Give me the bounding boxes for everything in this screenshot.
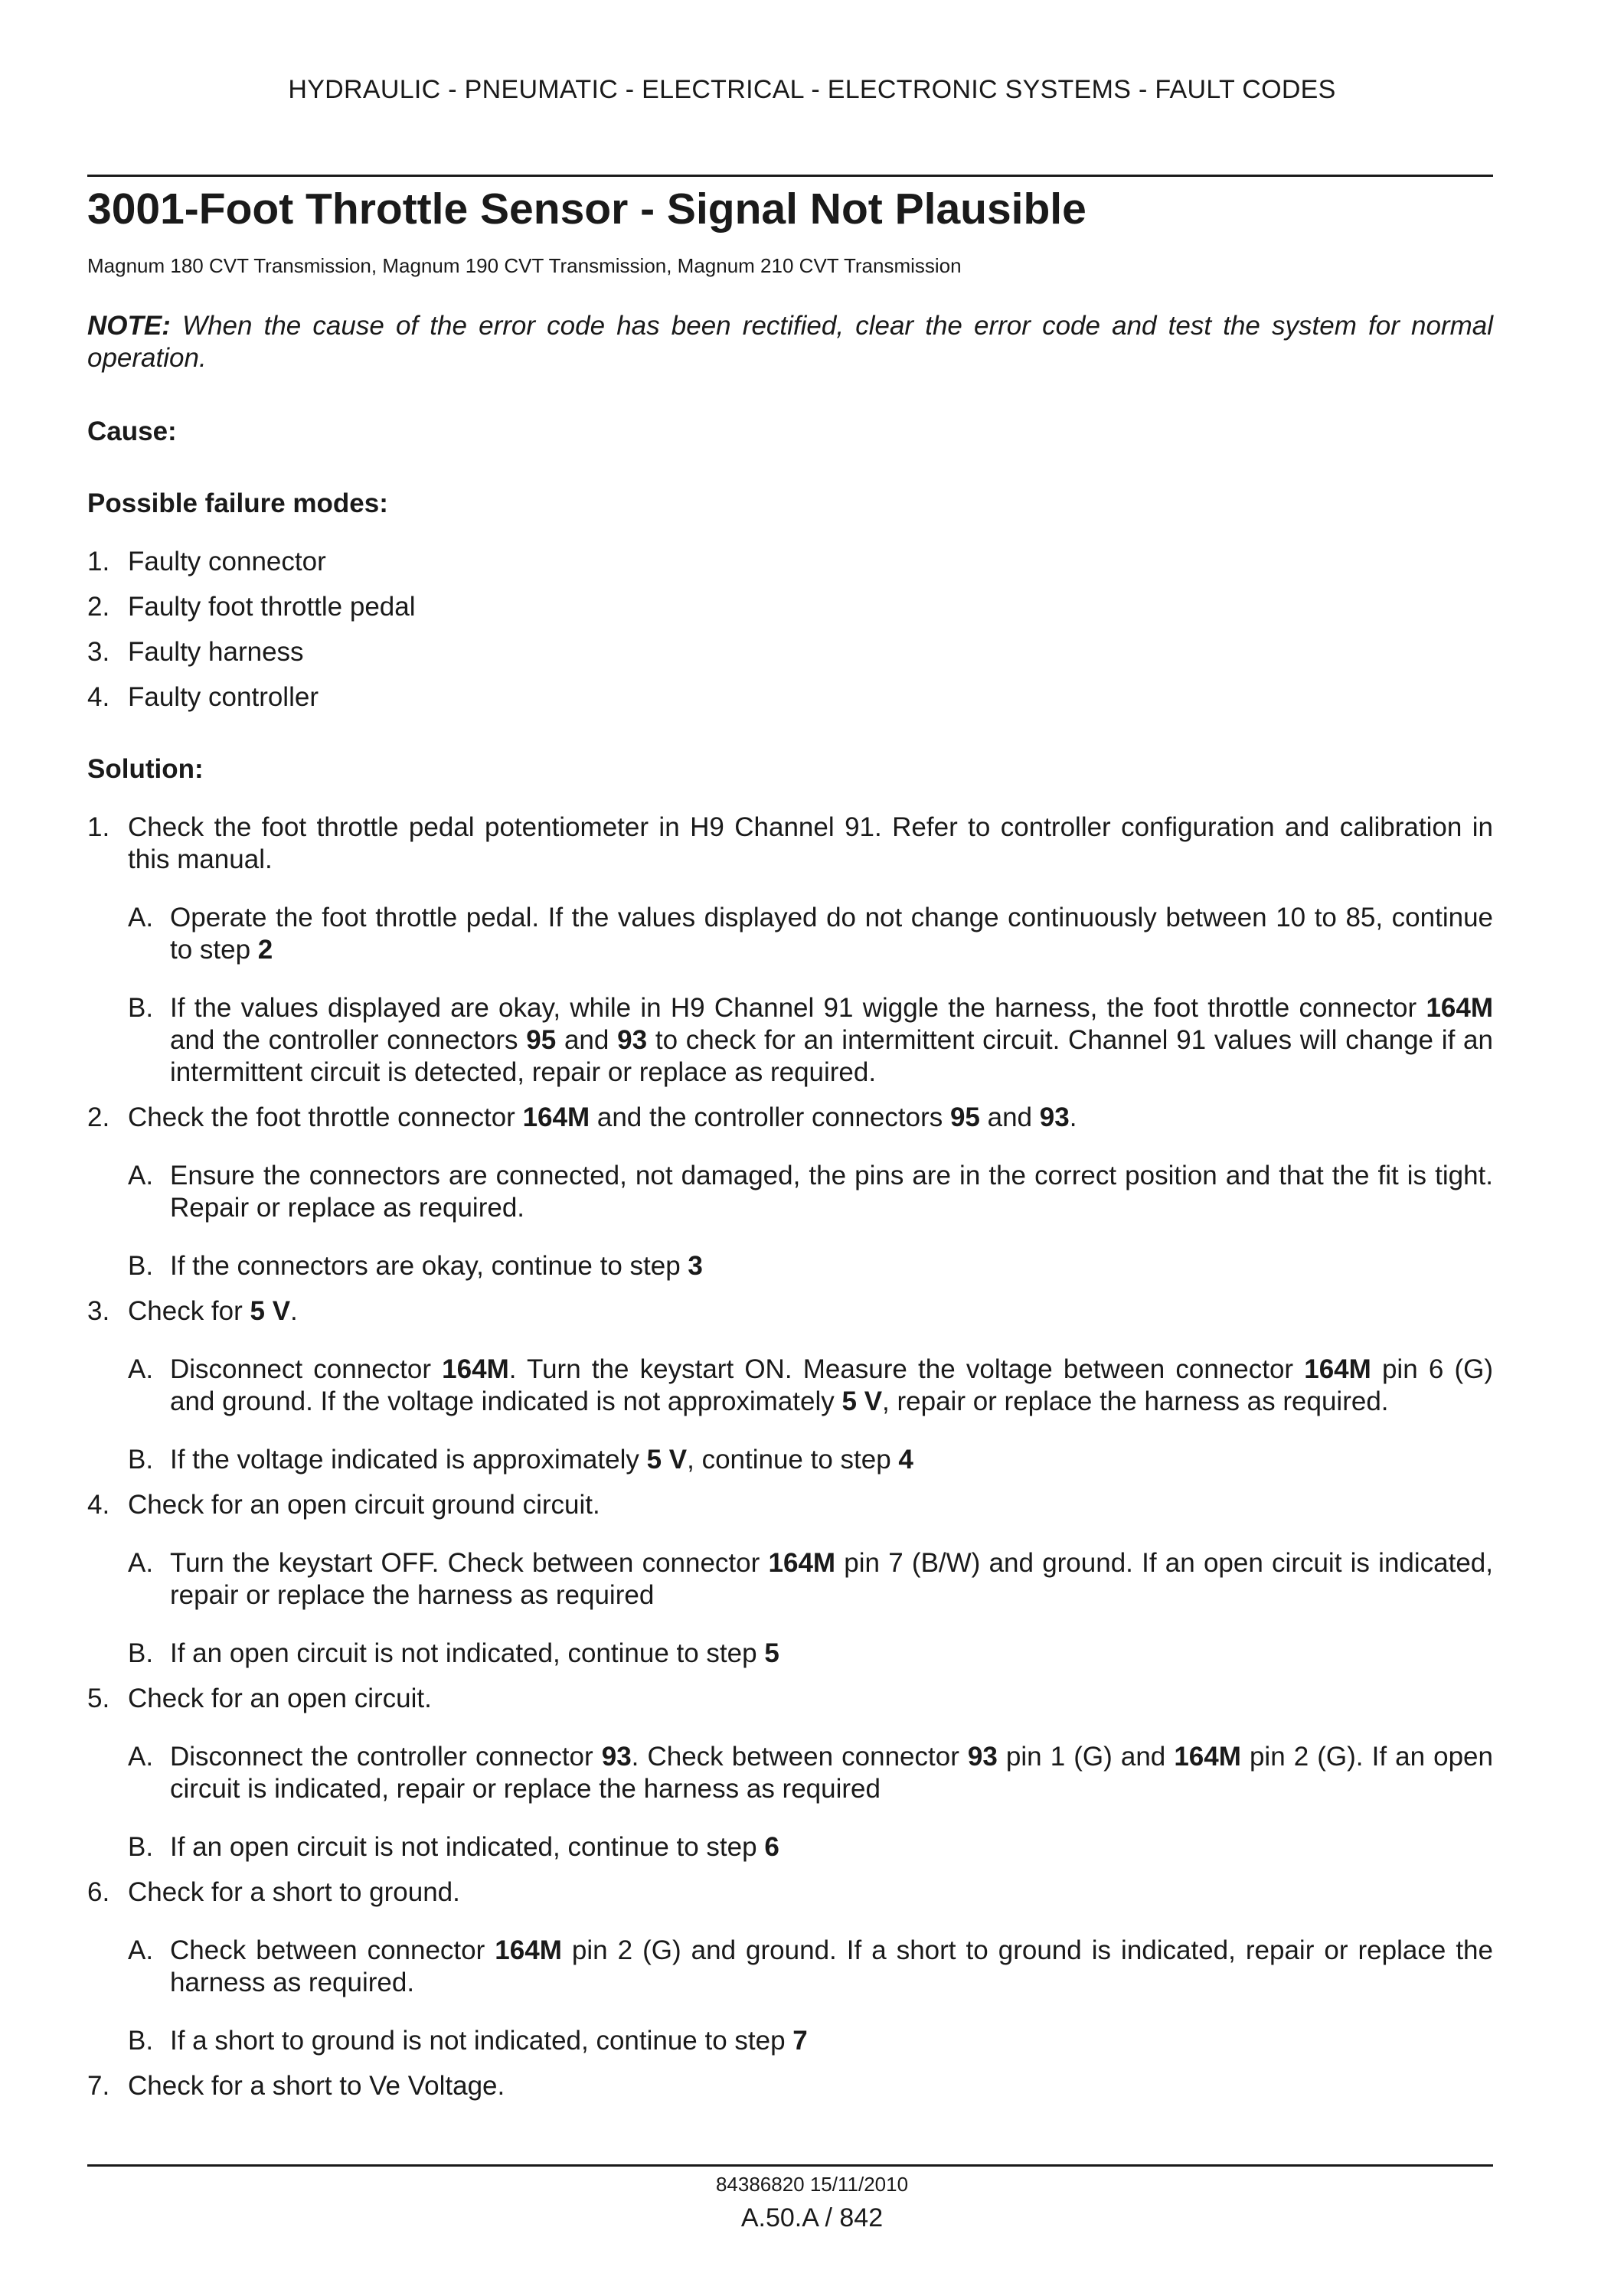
- bold-term: 2: [257, 935, 273, 965]
- bold-term: 3: [688, 1251, 703, 1281]
- bold-term: 5 V: [841, 1386, 883, 1416]
- note-paragraph: [87, 310, 1493, 374]
- step-text: [128, 2070, 1493, 2102]
- failure-mode-text: Faulty foot throttle pedal: [128, 592, 416, 622]
- sub-step-list: [128, 1741, 1493, 1863]
- step-number: 7.: [87, 2071, 110, 2101]
- text-run: to check for an intermittent circuit. Channel 91 values will change if an intermittent circuit is detected, repair or replace as required.: [170, 1025, 1493, 1087]
- sub-step-letter: A.: [128, 1742, 154, 1772]
- step-number: 3.: [87, 1296, 110, 1326]
- text-run: , repair or replace the harness as required.: [882, 1386, 1389, 1416]
- bold-term: 6: [764, 1832, 779, 1862]
- failure-mode-item: [87, 591, 1493, 623]
- solution-step: [87, 2070, 1493, 2102]
- bold-term: 164M: [768, 1548, 836, 1578]
- text-run: and the controller connectors: [170, 1025, 527, 1055]
- text-run: If the connectors are okay, continue to step: [170, 1251, 688, 1281]
- text-run: Check the foot throttle pedal potentiometer in H9 Channel 91. Refer to controller configuration and calibration in this manual.: [128, 812, 1493, 874]
- sub-step: [128, 2025, 1493, 2057]
- note-label: NOTE:: [87, 311, 171, 341]
- sub-step-text: [170, 1742, 1493, 1804]
- text-run: Check for: [128, 1296, 250, 1326]
- bold-term: 164M: [495, 1935, 562, 1965]
- text-run: Check for a short to ground.: [128, 1877, 460, 1907]
- sub-step-text: [170, 2026, 808, 2056]
- sub-step-text: [170, 1832, 779, 1862]
- text-run: Ensure the connectors are connected, not damaged, the pins are in the correct position and that the fit is tight. Repair or replace as required.: [170, 1161, 1493, 1223]
- sub-step-letter: B.: [128, 1638, 154, 1668]
- sub-step-letter: B.: [128, 2026, 154, 2056]
- sub-step-letter: A.: [128, 1354, 154, 1384]
- sub-step: [128, 1547, 1493, 1612]
- text-run: and the controller connectors: [590, 1102, 950, 1132]
- sub-step-letter: A.: [128, 1935, 154, 1965]
- text-run: pin 2 (G). If an open circuit is indicated, repair or replace the harness as required: [170, 1742, 1493, 1804]
- text-run: Disconnect the controller connector: [170, 1742, 602, 1772]
- sub-step: [128, 902, 1493, 966]
- sub-step-text: [170, 1935, 1493, 1997]
- running-head: HYDRAULIC - PNEUMATIC - ELECTRICAL - ELECTRONIC SYSTEMS - FAULT CODES: [288, 75, 1336, 104]
- sub-step-text: [170, 1445, 913, 1475]
- solution-step: [87, 1102, 1493, 1282]
- sub-step-text: [170, 993, 1493, 1087]
- text-run: and: [556, 1025, 618, 1055]
- solution-step: [87, 1683, 1493, 1863]
- text-run: Check the foot throttle connector: [128, 1102, 523, 1132]
- step-number: 4.: [87, 1490, 110, 1520]
- bold-term: 95: [526, 1025, 557, 1055]
- footer-page-number: A.50.A / 842: [740, 2203, 884, 2232]
- bold-term: 93: [967, 1742, 998, 1772]
- text-run: pin 1 (G) and: [997, 1742, 1175, 1772]
- failure-mode-item: [87, 546, 1493, 578]
- model-applicability: Magnum 180 CVT Transmission, Magnum 190 CVT Transmission, Magnum 210 CVT Transmission: [87, 254, 962, 277]
- text-run: Operate the foot throttle pedal. If the values displayed do not change continuously between 10 to 85, continue to step: [170, 903, 1493, 965]
- header-rule: [87, 175, 1493, 177]
- bold-term: 5: [764, 1638, 779, 1668]
- list-number: 3.: [87, 637, 110, 667]
- bold-term: 5 V: [250, 1296, 291, 1326]
- text-run: Disconnect connector: [170, 1354, 443, 1384]
- sub-step: [128, 1741, 1493, 1805]
- sub-step-letter: B.: [128, 993, 154, 1023]
- step-text: [128, 1876, 1493, 1909]
- list-number: 2.: [87, 592, 110, 622]
- list-number: 4.: [87, 682, 110, 712]
- sub-step: [128, 1935, 1493, 1999]
- sub-step-text: [170, 1251, 703, 1281]
- solution-step: [87, 1876, 1493, 2057]
- failure-mode-text: Faulty harness: [128, 637, 304, 667]
- text-run: pin 7 (B/W) and ground. If an open circuit is indicated, repair or replace the harness as required: [170, 1548, 1493, 1610]
- step-text: [128, 812, 1493, 876]
- bold-term: 93: [601, 1742, 632, 1772]
- failure-mode-text: Faulty connector: [128, 547, 326, 576]
- sub-step-list: [128, 1354, 1493, 1476]
- cause-heading: Cause:: [87, 416, 177, 446]
- sub-step: [128, 1638, 1493, 1670]
- text-run: .: [1069, 1102, 1077, 1132]
- bold-term: 164M: [522, 1102, 590, 1132]
- page-title: 3001-Foot Throttle Sensor - Signal Not Plausible: [87, 185, 1086, 234]
- sub-step-letter: B.: [128, 1832, 154, 1862]
- sub-step-text: [170, 1548, 1493, 1610]
- text-run: and: [979, 1102, 1040, 1132]
- bold-term: 95: [949, 1102, 980, 1132]
- solution-steps-list: [87, 812, 1493, 2102]
- bold-term: 164M: [1304, 1354, 1371, 1384]
- footer-rule: [87, 2164, 1493, 2167]
- bold-term: 164M: [1174, 1742, 1241, 1772]
- sub-step-text: [170, 1161, 1493, 1223]
- text-run: Check between connector: [170, 1935, 495, 1965]
- sub-step-list: [128, 1547, 1493, 1670]
- sub-step-text: [170, 1354, 1493, 1416]
- sub-step: [128, 1444, 1493, 1476]
- note-text: When the cause of the error code has been rectified, clear the error code and test the system for normal operation.: [87, 311, 1493, 373]
- sub-step-letter: A.: [128, 1548, 154, 1578]
- sub-step: [128, 1354, 1493, 1418]
- bold-term: 5 V: [646, 1445, 688, 1475]
- text-run: .: [290, 1296, 298, 1326]
- bold-term: 164M: [1426, 993, 1493, 1023]
- text-run: pin 6 (G) and ground. If the voltage indicated is not approximately: [170, 1354, 1493, 1416]
- text-run: , continue to step: [687, 1445, 899, 1475]
- step-text: [128, 1683, 1493, 1715]
- text-run: If an open circuit is not indicated, continue to step: [170, 1638, 765, 1668]
- step-text: [128, 1102, 1493, 1134]
- footer-doc-code: 84386820 15/11/2010: [715, 2173, 909, 2196]
- solution-step: [87, 1489, 1493, 1670]
- sub-step-list: [128, 1935, 1493, 2057]
- failure-mode-item: [87, 681, 1493, 714]
- text-run: Check for a short to Ve Voltage.: [128, 2071, 505, 2101]
- bold-term: 7: [792, 2026, 808, 2056]
- sub-step: [128, 1831, 1493, 1863]
- failure-mode-item: [87, 636, 1493, 668]
- bold-term: 4: [898, 1445, 913, 1475]
- text-run: pin 2 (G) and ground. If a short to ground is indicated, repair or replace the harness as required.: [170, 1935, 1493, 1997]
- step-number: 2.: [87, 1102, 110, 1132]
- text-run: If a short to ground is not indicated, continue to step: [170, 2026, 793, 2056]
- text-run: . Turn the keystart ON. Measure the voltage between connector: [508, 1354, 1305, 1384]
- sub-step-letter: A.: [128, 903, 154, 932]
- sub-step-text: [170, 903, 1493, 965]
- sub-step-list: [128, 1160, 1493, 1282]
- step-number: 5.: [87, 1684, 110, 1713]
- sub-step-letter: A.: [128, 1161, 154, 1190]
- bold-term: 93: [617, 1025, 648, 1055]
- sub-step-text: [170, 1638, 779, 1668]
- failure-modes-heading: Possible failure modes:: [87, 488, 388, 518]
- text-run: Check for an open circuit.: [128, 1684, 432, 1713]
- bold-term: 93: [1039, 1102, 1070, 1132]
- list-number: 1.: [87, 547, 110, 576]
- text-run: Check for an open circuit ground circuit.: [128, 1490, 600, 1520]
- solution-heading: Solution:: [87, 754, 204, 784]
- sub-step: [128, 1250, 1493, 1282]
- text-run: If an open circuit is not indicated, continue to step: [170, 1832, 765, 1862]
- failure-mode-text: Faulty controller: [128, 682, 319, 712]
- sub-step-letter: B.: [128, 1251, 154, 1281]
- failure-modes-list: [87, 546, 1493, 714]
- sub-step: [128, 1160, 1493, 1224]
- step-number: 6.: [87, 1877, 110, 1907]
- text-run: . Check between connector: [631, 1742, 968, 1772]
- sub-step: [128, 992, 1493, 1089]
- step-text: [128, 1489, 1493, 1521]
- bold-term: 164M: [442, 1354, 509, 1384]
- sub-step-list: [128, 902, 1493, 1089]
- text-run: If the values displayed are okay, while in H9 Channel 91 wiggle the harness, the foot throttle connector: [170, 993, 1426, 1023]
- page-content: [87, 182, 1493, 2115]
- text-run: If the voltage indicated is approximately: [170, 1445, 647, 1475]
- solution-step: [87, 812, 1493, 1089]
- step-text: [128, 1295, 1493, 1328]
- text-run: Turn the keystart OFF. Check between connector: [170, 1548, 769, 1578]
- solution-step: [87, 1295, 1493, 1476]
- step-number: 1.: [87, 812, 110, 842]
- sub-step-letter: B.: [128, 1445, 154, 1475]
